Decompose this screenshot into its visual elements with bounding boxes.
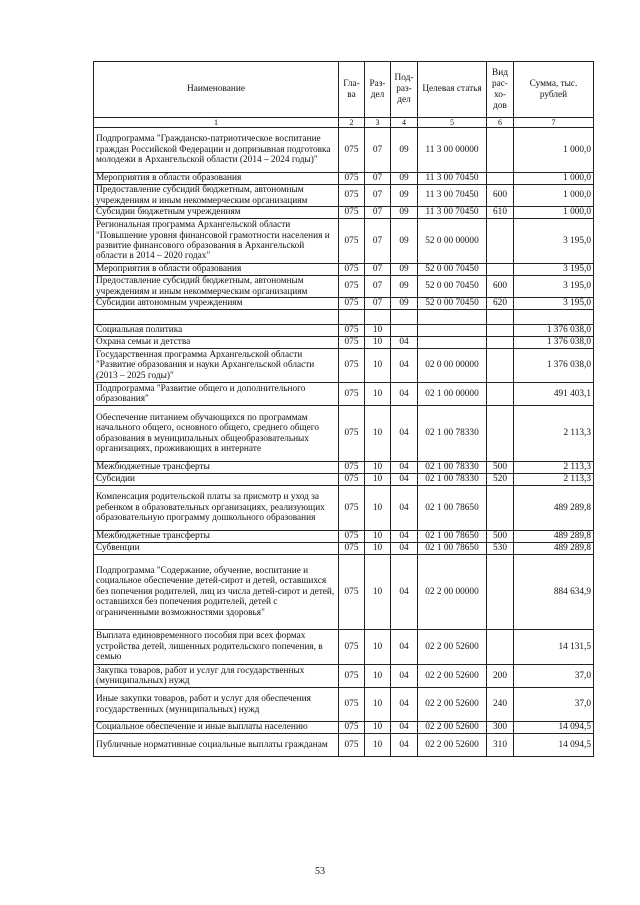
row-razdel: 10 [365, 543, 391, 555]
row-target-article: 02 2 00 52600 [418, 630, 487, 665]
row-expense-type: 310 [487, 734, 514, 757]
header-row [94, 62, 594, 118]
row-expense-type [487, 337, 514, 349]
column-number: 6 [487, 118, 514, 128]
row-glava: 075 [339, 185, 365, 207]
row-sum: 2 113,3 [514, 474, 594, 486]
row-name: Социальное обеспечение и иные выплаты населению [94, 722, 339, 734]
row-razdel: 10 [365, 486, 391, 531]
row-expense-type [487, 219, 514, 264]
row-glava: 075 [339, 383, 365, 406]
row-razdel: 07 [365, 185, 391, 207]
row-glava: 075 [339, 630, 365, 665]
row-name [94, 310, 339, 325]
row-expense-type [487, 173, 514, 185]
row-name: Выплата единовременного пособия при всех формах устройства детей, лишенных родительского попечения, в семью [94, 630, 339, 665]
row-sum: 14 094,5 [514, 722, 594, 734]
row-target-article: 02 1 00 78330 [418, 474, 487, 486]
row-target-article: 02 2 00 52600 [418, 665, 487, 688]
row-name: Государственная программа Архангельской области "Развитие образования и науки Архангельской области (2013 – 2025 годы)" [94, 349, 339, 383]
row-glava: 075 [339, 406, 365, 462]
column-number: 4 [391, 118, 418, 128]
row-expense-type [487, 383, 514, 406]
row-glava: 075 [339, 276, 365, 298]
row-expense-type [487, 325, 514, 337]
row-podrazdel: 09 [391, 128, 418, 173]
row-target-article [418, 310, 487, 325]
column-number-row [94, 118, 594, 128]
row-razdel: 10 [365, 349, 391, 383]
row-podrazdel: 04 [391, 555, 418, 630]
row-sum: 1 000,0 [514, 185, 594, 207]
row-razdel: 10 [365, 734, 391, 757]
row-glava: 075 [339, 665, 365, 688]
table-row [94, 337, 594, 349]
row-sum: 1 000,0 [514, 173, 594, 185]
row-name: Закупка товаров, работ и услуг для государственных (муниципальных) нужд [94, 665, 339, 688]
row-glava: 075 [339, 555, 365, 630]
table-row [94, 185, 594, 207]
row-target-article: 02 1 00 78650 [418, 486, 487, 531]
row-target-article [418, 337, 487, 349]
col-header-target: Целевая статья [418, 62, 487, 118]
column-number: 7 [514, 118, 594, 128]
row-name: Иные закупки товаров, работ и услуг для обеспечения государственных (муниципальных) нужд [94, 688, 339, 722]
row-name: Публичные нормативные социальные выплаты гражданам [94, 734, 339, 757]
row-sum: 3 195,0 [514, 276, 594, 298]
table-row [94, 310, 594, 325]
row-glava: 075 [339, 173, 365, 185]
table-row [94, 349, 594, 383]
row-podrazdel: 09 [391, 264, 418, 276]
row-razdel: 10 [365, 337, 391, 349]
col-header-glava: Гла-ва [339, 62, 365, 118]
row-target-article: 52 0 00 00000 [418, 219, 487, 264]
row-target-article: 02 0 00 00000 [418, 349, 487, 383]
table-row [94, 474, 594, 486]
row-name: Субсидии автономным учреждениям [94, 298, 339, 310]
row-expense-type: 610 [487, 207, 514, 219]
table-row [94, 555, 594, 630]
table-row [94, 486, 594, 531]
row-sum: 489 289,8 [514, 543, 594, 555]
row-sum [514, 310, 594, 325]
row-name: Предоставление субсидий бюджетным, автономным учреждениям и иным некоммерческим организациям [94, 276, 339, 298]
table-row [94, 665, 594, 688]
row-glava: 075 [339, 264, 365, 276]
column-number: 3 [365, 118, 391, 128]
row-expense-type [487, 630, 514, 665]
row-razdel: 10 [365, 383, 391, 406]
row-expense-type: 530 [487, 543, 514, 555]
row-expense-type: 500 [487, 531, 514, 543]
table-body [94, 128, 594, 757]
row-podrazdel: 04 [391, 462, 418, 474]
row-target-article: 11 3 00 00000 [418, 128, 487, 173]
table-row [94, 276, 594, 298]
row-glava [339, 310, 365, 325]
row-razdel: 07 [365, 298, 391, 310]
row-target-article: 02 1 00 78650 [418, 531, 487, 543]
budget-table [93, 61, 594, 757]
row-sum: 2 113,3 [514, 462, 594, 474]
row-name: Социальная политика [94, 325, 339, 337]
row-glava: 075 [339, 734, 365, 757]
row-podrazdel: 04 [391, 406, 418, 462]
row-sum: 37,0 [514, 665, 594, 688]
row-sum: 884 634,9 [514, 555, 594, 630]
col-header-name: Наименование [94, 62, 339, 118]
row-name: Мероприятия в области образования [94, 264, 339, 276]
row-name: Компенсация родительской платы за присмотр и уход за ребенком в образовательных организациях, реализующих образовательную программу дошкольного образования [94, 486, 339, 531]
row-glava: 075 [339, 207, 365, 219]
row-razdel: 07 [365, 173, 391, 185]
row-target-article: 52 0 00 70450 [418, 264, 487, 276]
table-row [94, 128, 594, 173]
row-sum: 3 195,0 [514, 219, 594, 264]
row-podrazdel: 09 [391, 276, 418, 298]
row-razdel: 10 [365, 474, 391, 486]
row-sum: 14 131,5 [514, 630, 594, 665]
row-sum: 489 289,8 [514, 486, 594, 531]
row-expense-type [487, 349, 514, 383]
row-glava: 075 [339, 531, 365, 543]
table-row [94, 406, 594, 462]
row-glava: 075 [339, 349, 365, 383]
row-podrazdel: 04 [391, 734, 418, 757]
row-name: Предоставление субсидий бюджетным, автономным учреждениям и иным некоммерческим организациям [94, 185, 339, 207]
row-podrazdel: 04 [391, 486, 418, 531]
row-target-article: 52 0 00 70450 [418, 298, 487, 310]
row-expense-type [487, 486, 514, 531]
row-podrazdel: 09 [391, 207, 418, 219]
row-sum: 491 403,1 [514, 383, 594, 406]
table-row [94, 264, 594, 276]
row-expense-type [487, 128, 514, 173]
row-name: Региональная программа Архангельской области "Повышение уровня финансовой грамотности населения и развитие финансового образования в Архангельской области в 2014 – 2020 годах" [94, 219, 339, 264]
row-target-article: 02 1 00 78650 [418, 543, 487, 555]
col-header-razdel: Раз-дел [365, 62, 391, 118]
row-sum: 1 376 038,0 [514, 325, 594, 337]
row-sum: 14 094,5 [514, 734, 594, 757]
row-sum: 489 289,8 [514, 531, 594, 543]
row-expense-type: 500 [487, 462, 514, 474]
row-podrazdel: 09 [391, 185, 418, 207]
row-glava: 075 [339, 722, 365, 734]
row-sum: 2 113,3 [514, 406, 594, 462]
row-target-article: 52 0 00 70450 [418, 276, 487, 298]
row-expense-type: 240 [487, 688, 514, 722]
row-razdel: 10 [365, 630, 391, 665]
row-podrazdel: 09 [391, 298, 418, 310]
row-name: Подпрограмма "Развитие общего и дополнительного образования" [94, 383, 339, 406]
row-glava: 075 [339, 128, 365, 173]
table-row [94, 688, 594, 722]
row-sum: 1 376 038,0 [514, 337, 594, 349]
row-glava: 075 [339, 688, 365, 722]
row-name: Субсидии [94, 474, 339, 486]
row-podrazdel: 04 [391, 665, 418, 688]
row-podrazdel: 04 [391, 383, 418, 406]
col-header-podrazdel: Под-раз-дел [391, 62, 418, 118]
row-sum: 37,0 [514, 688, 594, 722]
row-name: Охрана семьи и детства [94, 337, 339, 349]
column-number: 2 [339, 118, 365, 128]
row-target-article: 02 1 00 00000 [418, 383, 487, 406]
col-header-sum: Сумма, тыс. рублей [514, 62, 594, 118]
table-row [94, 543, 594, 555]
row-name: Субвенции [94, 543, 339, 555]
row-sum: 3 195,0 [514, 264, 594, 276]
col-header-vid: Вид рас-хо-дов [487, 62, 514, 118]
row-sum: 1 000,0 [514, 207, 594, 219]
row-glava: 075 [339, 486, 365, 531]
row-expense-type: 520 [487, 474, 514, 486]
row-target-article: 02 2 00 52600 [418, 722, 487, 734]
table-row [94, 462, 594, 474]
row-razdel: 07 [365, 264, 391, 276]
table-row [94, 298, 594, 310]
table-row [94, 734, 594, 757]
row-podrazdel: 04 [391, 630, 418, 665]
table-row [94, 722, 594, 734]
column-number: 5 [418, 118, 487, 128]
row-expense-type: 300 [487, 722, 514, 734]
row-name: Подпрограмма "Содержание, обучение, воспитание и социальное обеспечение детей-сирот и детей, оставшихся без попечения родителей, лиц из числа детей-сирот и детей, оставшихся без попечения родителей, детей с ограниченными возможностями здоровья" [94, 555, 339, 630]
row-sum: 1 376 038,0 [514, 349, 594, 383]
row-target-article: 02 2 00 00000 [418, 555, 487, 630]
row-expense-type: 600 [487, 185, 514, 207]
row-razdel: 10 [365, 462, 391, 474]
row-razdel: 07 [365, 276, 391, 298]
row-expense-type [487, 310, 514, 325]
row-glava: 075 [339, 219, 365, 264]
row-expense-type: 620 [487, 298, 514, 310]
row-expense-type: 200 [487, 665, 514, 688]
row-name: Субсидии бюджетным учреждениям [94, 207, 339, 219]
row-razdel: 10 [365, 531, 391, 543]
row-razdel [365, 310, 391, 325]
row-podrazdel: 04 [391, 337, 418, 349]
row-sum: 1 000,0 [514, 128, 594, 173]
table-row [94, 383, 594, 406]
row-target-article: 11 3 00 70450 [418, 173, 487, 185]
row-target-article: 02 1 00 78330 [418, 406, 487, 462]
row-razdel: 10 [365, 688, 391, 722]
row-podrazdel [391, 325, 418, 337]
row-razdel: 10 [365, 722, 391, 734]
row-podrazdel: 04 [391, 531, 418, 543]
row-razdel: 07 [365, 207, 391, 219]
page-number: 53 [315, 866, 325, 877]
row-expense-type [487, 406, 514, 462]
table-row [94, 219, 594, 264]
table-row [94, 630, 594, 665]
row-glava: 075 [339, 543, 365, 555]
table-row [94, 325, 594, 337]
row-glava: 075 [339, 298, 365, 310]
row-razdel: 10 [365, 406, 391, 462]
row-razdel: 07 [365, 128, 391, 173]
row-razdel: 10 [365, 325, 391, 337]
row-name: Межбюджетные трансферты [94, 531, 339, 543]
row-razdel: 07 [365, 219, 391, 264]
row-podrazdel: 04 [391, 688, 418, 722]
row-target-article: 11 3 00 70450 [418, 207, 487, 219]
row-podrazdel: 04 [391, 349, 418, 383]
row-name: Подпрограмма "Гражданско-патриотическое воспитание граждан Российской Федерации и допризывная подготовка молодежи в Архангельской области (2014 – 2024 годы)" [94, 128, 339, 173]
row-glava: 075 [339, 474, 365, 486]
row-name: Межбюджетные трансферты [94, 462, 339, 474]
row-razdel: 10 [365, 555, 391, 630]
row-name: Обеспечение питанием обучающихся по программам начального общего, основного общего, среднего общего образования в муниципальных общеобразовательных организациях, проживающих в интернате [94, 406, 339, 462]
row-target-article: 02 2 00 52600 [418, 734, 487, 757]
row-sum: 3 195,0 [514, 298, 594, 310]
row-target-article: 02 2 00 52600 [418, 688, 487, 722]
row-target-article [418, 325, 487, 337]
table-row [94, 531, 594, 543]
table-row [94, 173, 594, 185]
row-podrazdel: 09 [391, 219, 418, 264]
row-podrazdel: 04 [391, 543, 418, 555]
row-razdel: 10 [365, 665, 391, 688]
row-expense-type: 600 [487, 276, 514, 298]
row-name: Мероприятия в области образования [94, 173, 339, 185]
row-expense-type [487, 264, 514, 276]
column-number: 1 [94, 118, 339, 128]
row-target-article: 02 1 00 78330 [418, 462, 487, 474]
row-podrazdel: 04 [391, 722, 418, 734]
table-row [94, 207, 594, 219]
row-podrazdel: 04 [391, 474, 418, 486]
row-expense-type [487, 555, 514, 630]
row-glava: 075 [339, 462, 365, 474]
row-target-article: 11 3 00 70450 [418, 185, 487, 207]
row-glava: 075 [339, 337, 365, 349]
row-podrazdel [391, 310, 418, 325]
row-podrazdel: 09 [391, 173, 418, 185]
row-glava: 075 [339, 325, 365, 337]
